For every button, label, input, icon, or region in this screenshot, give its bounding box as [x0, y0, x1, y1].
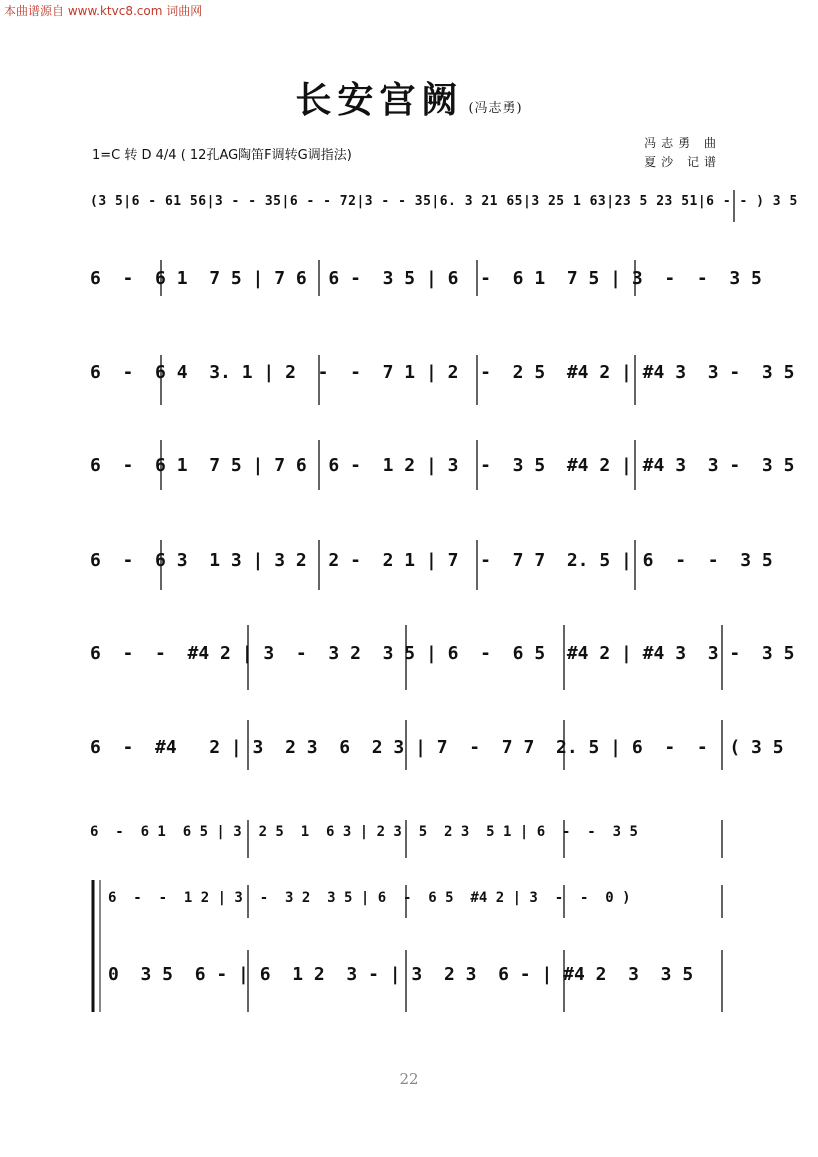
score — [90, 0, 798, 1157]
stave-6: 6 - #4 2 | 3 2 3 6 2 3 | 7 - 7 7 2. 5 | 6 - - ( 3 5 — [90, 737, 784, 758]
stave-0: (3 5|6 - 61 56|3 - - 35|6 - - 72|3 - - 35|6. 3 21 65|3 25 1 63|23 5 23 51|6 - - ) 3 5 — [90, 194, 798, 209]
page-subtitle: (冯志勇) — [468, 101, 523, 116]
stave-2: 6 - 6 4 3. 1 | 2 - - 7 1 | 2 - 2 5 #4 2 | #4 3 3 - 3 5 — [90, 362, 795, 383]
page-title: 长安宫阙 — [295, 79, 464, 121]
site-header: 本曲谱源自 www.ktvc8.com 词曲网 — [4, 4, 203, 18]
transcriber-credit: 夏沙 记谱 — [644, 155, 721, 169]
stave-8: 6 - - 1 2 | 3 - 3 2 3 5 | 6 - 6 5 #4 2 | 3 - - 0 ) — [108, 890, 631, 906]
stave-4: 6 - 6 3 1 3 | 3 2 2 - 2 1 | 7 - 7 7 2. 5 | 6 - - 3 5 — [90, 550, 773, 571]
composer-credit: 冯志勇 曲 — [644, 136, 721, 150]
stave-3: 6 - 6 1 7 5 | 7 6 6 - 1 2 | 3 - 3 5 #4 2 | #4 3 3 - 3 5 — [90, 455, 795, 476]
stave-7: 6 - 6 1 6 5 | 3 2 5 1 6 3 | 2 3 5 2 3 5 1 | 6 - - 3 5 — [90, 824, 638, 840]
stave-1: 6 - 6 1 7 5 | 7 6 6 - 3 5 | 6 - 6 1 7 5 | 3 - - 3 5 — [90, 268, 762, 289]
key-signature: 1=C 转 D 4/4 ( 12孔AG陶笛F调转G调指法) — [92, 148, 352, 163]
stave-9: 0 3 5 6 - | 6 1 2 3 - | 3 2 3 6 - | #4 2 3 3 5 — [108, 964, 694, 985]
stave-5: 6 - - #4 2 | 3 - 3 2 3 5 | 6 - 6 5 #4 2 | #4 3 3 - 3 5 — [90, 643, 795, 664]
page-number: 22 — [399, 1070, 419, 1088]
